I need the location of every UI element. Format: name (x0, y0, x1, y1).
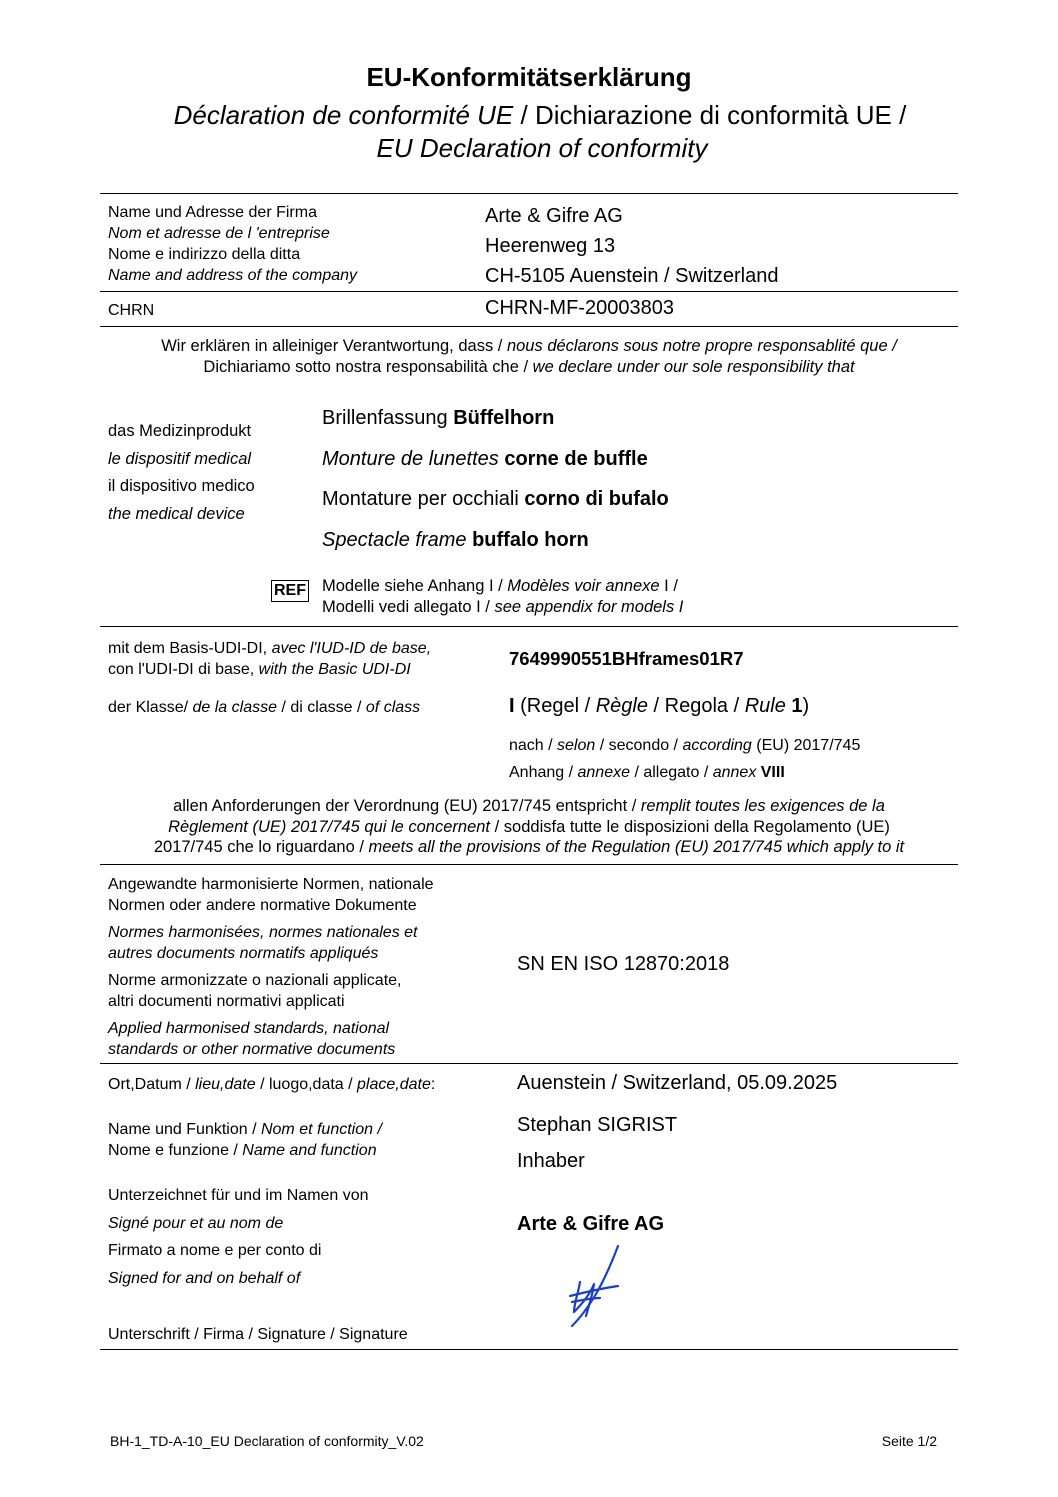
class-according (509, 735, 860, 756)
class-label-it: / di classe / (276, 699, 366, 716)
udi-label-fr: avec l'IUD-ID de base, (267, 640, 432, 657)
place-colon: : (430, 1076, 436, 1093)
declaration-text (100, 336, 958, 377)
according-fr: selon (557, 737, 596, 754)
name-function-en: Name and function (242, 1142, 377, 1159)
class-label-en: of class (365, 699, 421, 716)
page-title: EU-Konformitätserklärung (366, 62, 692, 92)
place-en: place,date (357, 1076, 431, 1093)
ref-line1 (322, 576, 683, 597)
device-name-en-bold: buffalo horn (472, 528, 589, 551)
ref-line2-it: Modelli vedi allegato I / (322, 598, 495, 616)
standards-it-2: altri documenti normativi applicati (108, 993, 345, 1010)
compliance-de: allen Anforderungen der Verordnung (EU) 2017/745 entspricht / (173, 797, 637, 815)
class-annex (509, 762, 785, 783)
standards-it-1: Norme armonizzate o nazionali applicate, (108, 972, 402, 989)
class-value-de: (Regel / (514, 695, 596, 717)
declaration-it: Dichiariamo sotto nostra responsabilità che / (203, 357, 529, 376)
behalf-label (108, 1182, 369, 1292)
place-fr: lieu,date (195, 1076, 256, 1093)
signer-function: Inhaber (517, 1150, 585, 1172)
according-en: according (682, 737, 752, 754)
class-value-rule: 1 (785, 695, 803, 717)
class-value-end: ) (802, 695, 810, 717)
device-name-de (322, 398, 669, 439)
according-it: / secondo / (595, 737, 683, 754)
footer-page-number: Seite 1/2 (881, 1433, 937, 1449)
compliance-line3 (90, 837, 968, 858)
device-name-de-text: Brillenfassung (322, 407, 454, 429)
behalf-en: Signed for and on behalf of (108, 1269, 301, 1287)
standards-de-2: Normen oder andere normative Dokumente (108, 897, 417, 914)
signature-label: Unterschrift / Firma / Signature / Signature (108, 1326, 408, 1343)
name-function-label (108, 1119, 382, 1161)
divider (100, 864, 958, 865)
annex-it: / allegato / (630, 764, 713, 781)
device-name-en (322, 520, 669, 561)
class-value-it: / Regola / (647, 695, 745, 717)
place-de: Ort,Datum / (108, 1076, 196, 1093)
annex-fr: annexe (577, 764, 630, 781)
chrn-value: CHRN-MF-20003803 (485, 297, 674, 319)
divider (100, 193, 958, 194)
device-name-it (322, 479, 669, 520)
compliance-line2 (90, 817, 968, 838)
compliance-it-b: 2017/745 che lo riguardano / (153, 838, 364, 856)
device-name-fr-bold: corne de buffle (504, 447, 648, 470)
compliance-fr-a: remplit toutes les exigences de la (636, 797, 885, 815)
ref-line1-end: I / (659, 577, 678, 595)
company-city: CH-5105 Auenstein / Switzerland (485, 265, 779, 287)
standards-de-1: Angewandte harmonisierte Normen, nationale (108, 876, 434, 893)
compliance-en: meets all the provisions of the Regulation (EU) 2017/745 which apply to it (363, 838, 905, 856)
device-names (322, 398, 669, 560)
chrn-label: CHRN (108, 302, 155, 319)
class-label-de: der Klasse/ (108, 699, 189, 716)
divider (100, 326, 958, 327)
subtitle-sep: / (513, 100, 535, 130)
company-label-en: Name and address of the company (108, 267, 358, 284)
standards-label (108, 874, 434, 1060)
behalf-de: Unterzeichnet für und im Namen von (108, 1187, 369, 1204)
company-label-fr: Nom et adresse de l 'entreprise (108, 225, 330, 242)
standards-fr-2: autres documents normatifs appliqués (108, 945, 379, 962)
page-subtitle-line2: EU Declaration of conformity (376, 133, 708, 163)
standards-fr-1: Normes harmonisées, normes nationales et (108, 924, 418, 941)
signer-name: Stephan SIGRIST (517, 1114, 678, 1136)
company-label-de: Name und Adresse der Firma (108, 204, 317, 221)
divider (100, 1063, 958, 1064)
footer-doc-id: BH-1_TD-A-10_EU Declaration of conformity_V.02 (110, 1433, 424, 1449)
divider (100, 626, 958, 627)
declaration-line1 (100, 336, 958, 357)
annex-de: Anhang / (509, 764, 578, 781)
udi-label-line2 (108, 659, 431, 680)
company-name: Arte & Gifre AG (485, 205, 623, 227)
udi-label-it: con l'UDI-DI di base, (108, 661, 255, 678)
compliance-line1 (90, 796, 968, 817)
device-name-en-text: Spectacle frame (322, 528, 473, 551)
standards-en-1: Applied harmonised standards, national (108, 1020, 390, 1037)
company-label-it: Nome e indirizzo della ditta (108, 246, 301, 263)
ref-line1-fr: Modèles voir annexe (507, 577, 660, 595)
device-label (108, 418, 255, 528)
class-label-fr: de la classe (188, 699, 277, 716)
ref-line1-de: Modelle siehe Anhang I / (322, 577, 508, 595)
ref-line2 (322, 597, 683, 618)
subtitle-it: Dichiarazione di conformità UE / (534, 100, 907, 130)
name-function-line1 (108, 1119, 382, 1140)
class-label (108, 697, 420, 718)
compliance-it-a: / soddisfa tutte le disposizioni della Regolamento (UE) (490, 817, 890, 836)
class-value-roman: I (509, 695, 515, 717)
standards-en-2: standards or other normative documents (108, 1041, 396, 1058)
device-label-it: il dispositivo medico (108, 477, 255, 495)
compliance-fr-b: Règlement (UE) 2017/745 qui le concernent (168, 817, 491, 836)
declaration-fr: nous déclarons sous notre propre responsablité que / (502, 337, 897, 355)
ref-symbol: REF (271, 580, 309, 602)
udi-label-line1 (108, 638, 431, 659)
company-address (485, 201, 779, 291)
subtitle-fr: Déclaration de conformité UE (173, 100, 514, 130)
declaration-en: we declare under our sole responsibility that (528, 357, 855, 376)
class-value (509, 695, 809, 718)
udi-label (108, 638, 431, 680)
signing-company: Arte & Gifre AG (517, 1213, 665, 1235)
page-subtitle-line1 (0, 100, 1058, 131)
udi-label-en: with the Basic UDI-DI (254, 661, 411, 678)
behalf-fr: Signé pour et au nom de (108, 1214, 284, 1232)
name-function-fr: Nom et function / (260, 1121, 382, 1138)
divider (100, 1349, 958, 1350)
according-regulation: (EU) 2017/745 (751, 737, 861, 754)
declaration-line2 (100, 357, 958, 378)
handwritten-signature (560, 1242, 630, 1332)
according-de: nach / (509, 737, 558, 754)
class-value-en: Rule (744, 695, 786, 717)
company-street: Heerenweg 13 (485, 235, 616, 257)
standards-value: SN EN ISO 12870:2018 (517, 953, 730, 975)
annex-number: VIII (756, 764, 785, 781)
device-name-de-bold: Büffelhorn (453, 407, 555, 429)
compliance-text (90, 796, 968, 858)
device-name-fr-text: Monture de lunettes (322, 447, 505, 470)
device-label-fr: le dispositif medical (108, 449, 252, 468)
place-date-label (108, 1074, 435, 1095)
place-it: / luogo,data / (255, 1076, 358, 1093)
declaration-de: Wir erklären in alleiniger Verantwortung, dass / (161, 337, 503, 355)
udi-label-de: mit dem Basis-UDI-DI, (108, 640, 268, 657)
class-value-fr: Règle (595, 695, 648, 717)
device-name-it-text: Montature per occhiali (322, 488, 525, 510)
ref-text (322, 576, 683, 618)
device-label-en: the medical device (108, 504, 245, 523)
device-label-de: das Medizinprodukt (108, 422, 252, 440)
name-function-it: Nome e funzione / (108, 1142, 243, 1159)
behalf-it: Firmato a nome e per conto di (108, 1242, 322, 1259)
name-function-de: Name und Funktion / (108, 1121, 261, 1138)
udi-value: 7649990551BHframes01R7 (509, 648, 744, 669)
device-name-it-bold: corno di bufalo (524, 488, 669, 510)
ref-line2-en: see appendix for models I (494, 598, 684, 616)
company-label (108, 202, 357, 286)
annex-en: annex (712, 764, 757, 781)
place-date-value: Auenstein / Switzerland, 05.09.2025 (517, 1072, 838, 1094)
name-function-line2 (108, 1140, 382, 1161)
divider (100, 291, 958, 292)
device-name-fr (322, 439, 669, 480)
